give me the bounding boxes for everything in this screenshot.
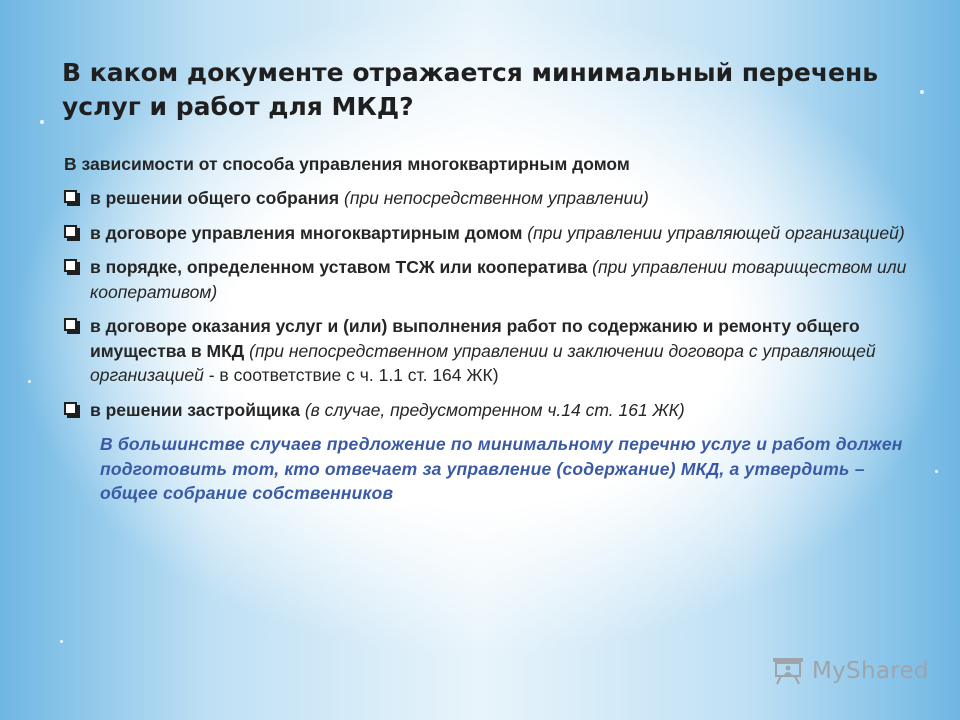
checkbox-bullet-icon [64,318,77,331]
sparkle-dot [40,120,44,124]
sparkle-dot [935,470,938,473]
item-bold-text: в договоре оказания услуг и (или) выполнения работ по содержанию и ремонту общего имущества в МКД [90,316,860,361]
sparkle-dot [60,640,63,643]
item-italic-text: (при непосредственном управлении и заключении договора с управляющей организацией [90,340,876,385]
intro-text: В зависимости от способа управления многоквартирным домом [64,154,630,174]
checkbox-bullet-icon [64,259,77,272]
list-item [64,398,914,423]
item-italic-text: (при управлении управляющей организацией) [522,222,905,243]
checkbox-bullet-icon [64,190,77,203]
item-italic-text: (при управлении товариществом или кооперативом) [90,257,907,302]
sparkle-dot [920,90,924,94]
sparkle-dot [28,380,31,383]
item-bold-text: в порядке, определенном уставом ТСЖ или кооператива [90,257,588,277]
summary-note: В большинстве случаев предложение по минимальному перечню услуг и работ должен подготовить тот, кто отвечает за управление (содержание) МКД, а утвердить – общее собрание собственников [100,434,903,503]
myshared-logo[interactable] [770,656,929,686]
checkbox-bullet-icon [64,402,77,415]
item-bold-text: в договоре управления многоквартирным домом [90,222,523,243]
item-extra-text: - в соответствие с ч. 1.1 ст. 164 ЖК) [208,365,499,385]
list-item [64,221,914,246]
presentation-icon [770,656,806,686]
item-italic-text: (при непосредственном управлении) [339,188,649,208]
checkbox-bullet-icon [64,225,77,238]
list-item [64,186,914,211]
list-item [64,255,914,304]
item-bold-text: в решении общего собрания [90,188,340,208]
list-item [64,314,914,388]
slide-title: В каком документе отражается минимальный перечень услуг и работ для МКД? [62,58,879,121]
logo-text: MyShared [812,658,929,684]
item-italic-text: (в случае, предусмотренном ч.14 ст. 161 ЖК) [299,399,685,420]
slide-content [64,152,914,506]
item-bold-text: в решении застройщика [90,399,300,420]
